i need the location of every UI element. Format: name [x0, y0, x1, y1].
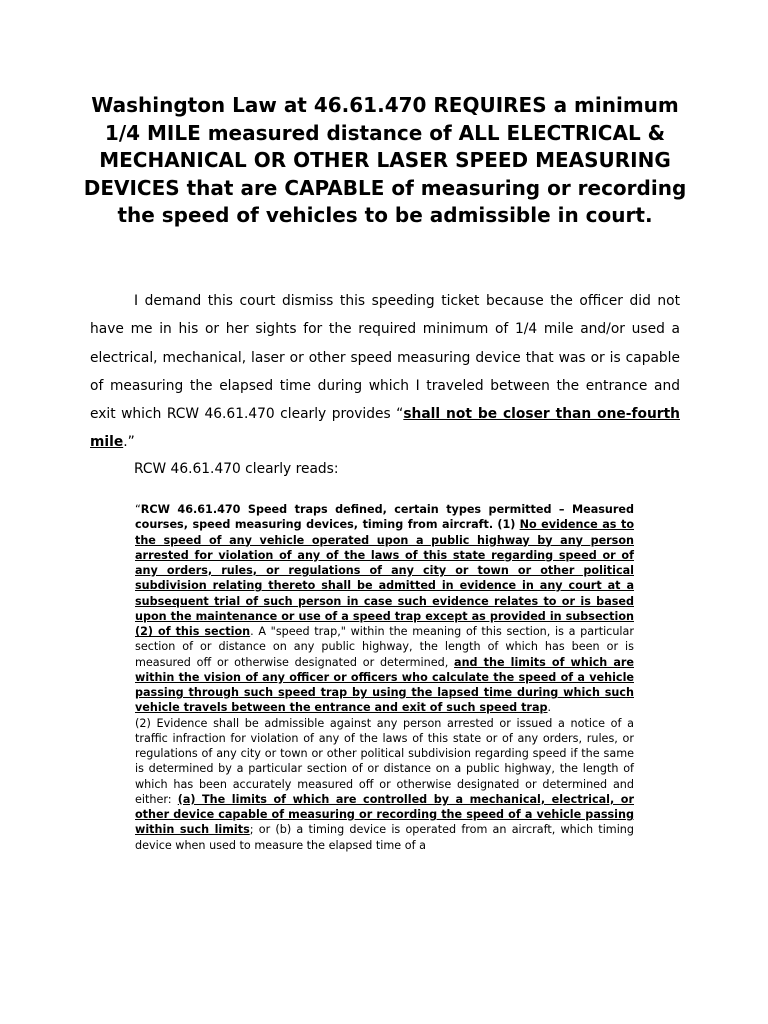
subsection-2-underlined-1: (a) The limits of which are controlled by a mechanical, electrical, or other device capable of measuring or recording the speed of a vehicle passing within such limits: [135, 792, 634, 837]
rcw-subsection-2: [135, 716, 634, 853]
document-title: Washington Law at 46.61.470 REQUIRES a minimum 1/4 MILE measured distance of ALL ELECTRICAL & MECHANICAL OR OTHER LASER SPEED MEASURING DEVICES that are CAPABLE of measuring or recording the speed of vehicles to be admissible in court.: [83, 93, 687, 227]
subsection-1-number: (1): [497, 518, 516, 532]
demand-text: I demand this court dismiss this speeding ticket because the officer did not have me in his or her sights for the required minimum of 1/4 mile and/or used a electrical, mechanical, laser or other speed measuring device that was or is capable of measuring the elapsed time during which I traveled between the entrance and exit which RCW 46.61.470 clearly provides “: [90, 293, 680, 423]
demand-closing: .”: [123, 434, 135, 451]
demand-emphasis: shall not be closer than one-fourth mile: [90, 406, 680, 451]
rcw-heading: RCW 46.61.470 Speed traps defined, certain types permitted – Measured courses, speed measuring devices, timing from aircraft.: [135, 503, 634, 532]
subsection-1-text-1: . A "speed trap," within the meaning of this section, is a particular section of or distance on any public highway, the length of which has been or is measured off or otherwise designated or determined,: [135, 625, 634, 669]
quote-open-mark: “: [135, 503, 141, 516]
subsection-2-text-2: ; or (b) a timing device is operated from an aircraft, which timing device when used to measure the elapsed time of a: [135, 823, 634, 852]
rcw-subsection-1: [135, 502, 634, 716]
subsection-1-text-2: .: [547, 701, 552, 715]
rcw-quote: [135, 502, 634, 853]
demand-paragraph: [90, 287, 680, 457]
subsection-2-text-1: (2) Evidence shall be admissible against any person arrested or issued a notice of a traffic infraction for violation of any of the laws of this state or of any orders, rules, or regulations of any city or town or other political subdivision regarding speed if the same is determined by a particular section of or distance on a public highway, the length of which has been accurately measured off or otherwise designated or determined and either:: [135, 716, 634, 806]
subsection-1-underlined-1: No evidence as to the speed of any vehicle operated upon a public highway by any person arrested for violation of any of the laws of this state regarding speed or of any orders, rules, or regulations of any city or town or other political subdivision relating thereto shall be admitted in evidence in any court at a subsequent trial of such person in case such evidence relates to or is based upon the maintenance or use of a speed trap except as provided in subsection (2) of this section: [135, 518, 635, 638]
rcw-intro: RCW 46.61.470 clearly reads:: [134, 461, 339, 477]
subsection-1-underlined-2: and the limits of which are within the vision of any officer or officers who calculate the speed of a vehicle passing through such speed trap by using the lapsed time during which such vehicle travels between the entrance and exit of such speed trap: [135, 655, 634, 715]
